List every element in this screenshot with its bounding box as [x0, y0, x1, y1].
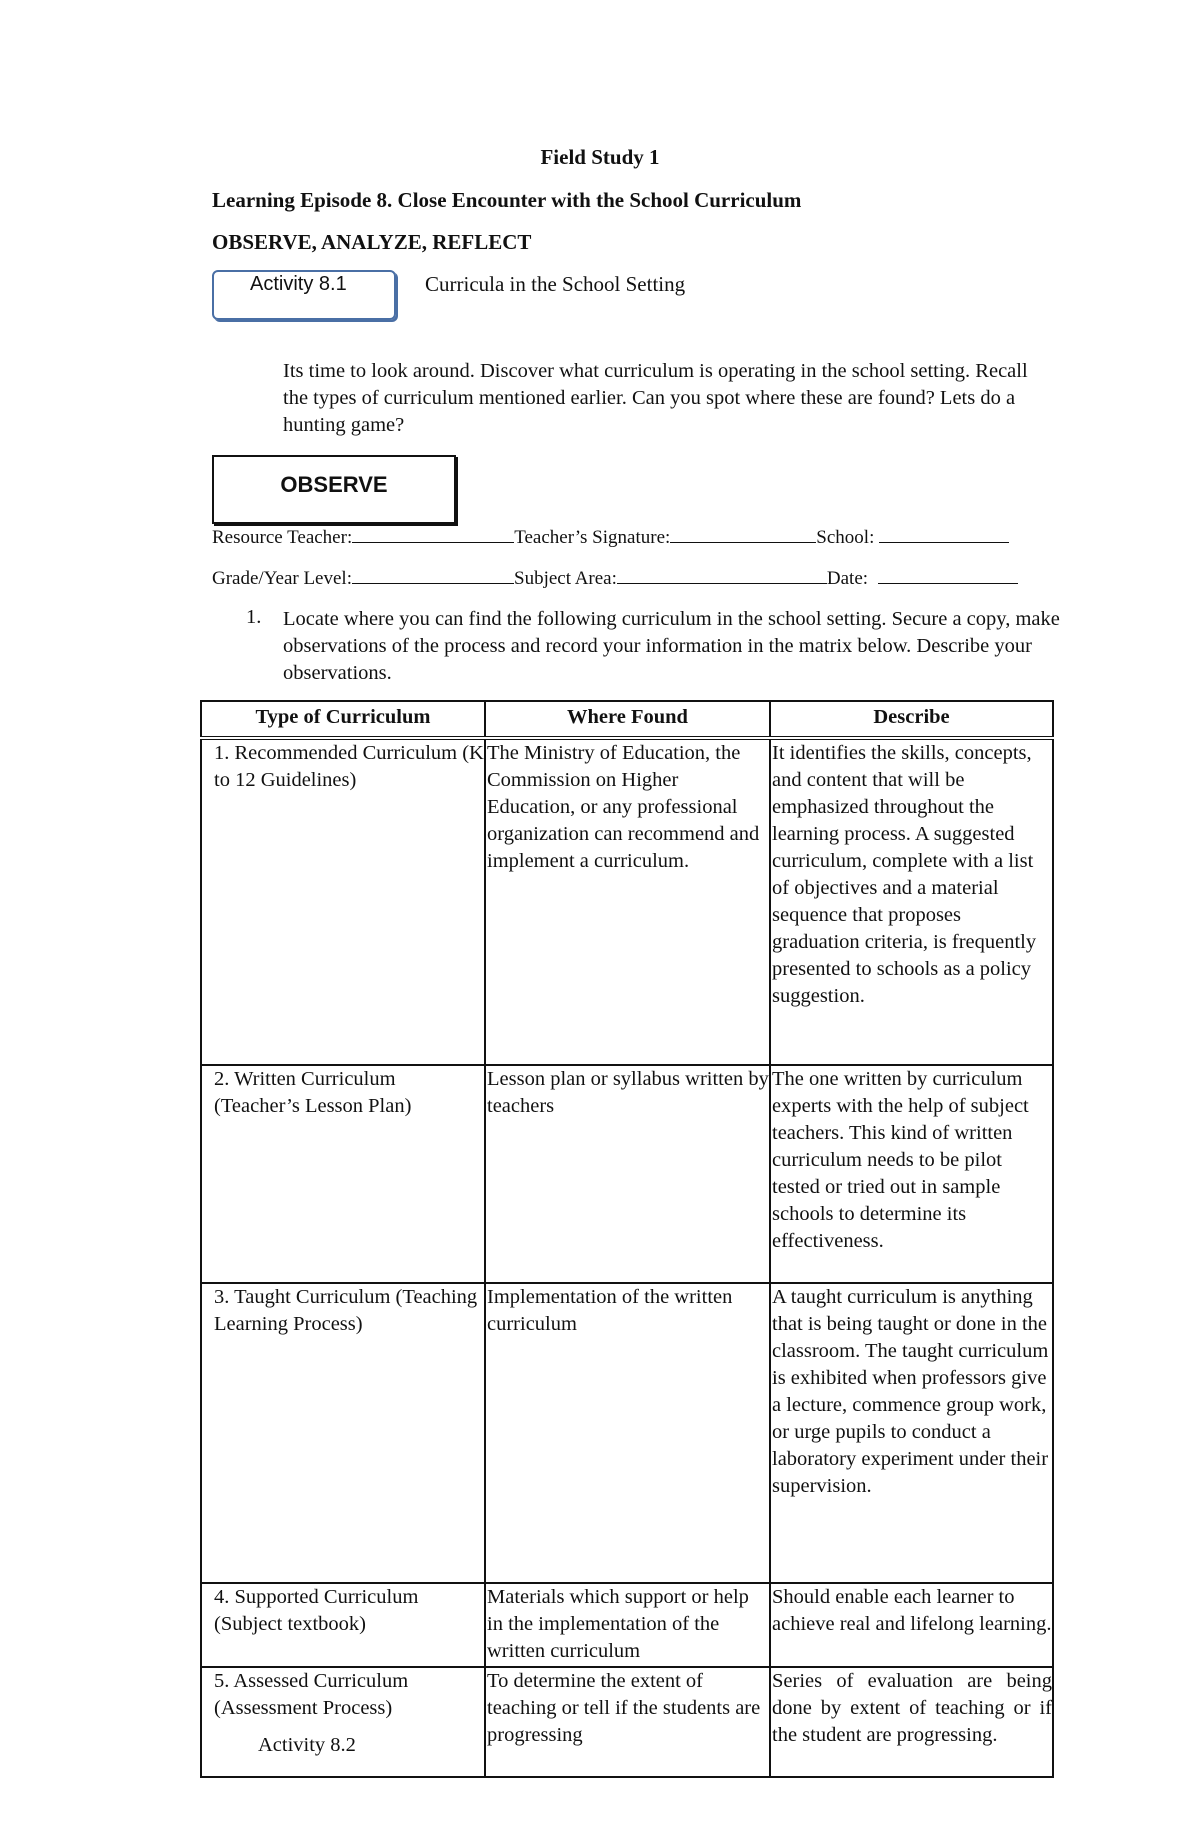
- fields-row-2: [212, 567, 1018, 590]
- table-row: [201, 1667, 1053, 1777]
- cell-type-text: 5. Assessed Curriculum (Assessment Process): [214, 1670, 409, 1719]
- item-instruction: Locate where you can find the following curriculum in the school setting. Secure a copy, make observations of the process and record your information in the matrix below. Describe your observations.: [283, 608, 1060, 684]
- cell-type: 4. Supported Curriculum (Subject textbook): [201, 1583, 485, 1667]
- table-row: [201, 1583, 1053, 1667]
- grade-field[interactable]: [352, 567, 514, 584]
- activity-title: Curricula in the School Setting: [425, 272, 686, 296]
- header-describe: Describe: [770, 701, 1053, 738]
- cell-where: Materials which support or help in the implementation of the written curriculum: [485, 1583, 770, 1667]
- curriculum-matrix: [200, 700, 1054, 1778]
- cell-where: Lesson plan or syllabus written by teachers: [485, 1065, 770, 1283]
- activity-intro: Its time to look around. Discover what curriculum is operating in the school setting. Recall the types of curriculum mentioned earlier. Can you spot where these are found? Lets do a hunting game?: [283, 360, 1028, 436]
- signature-label: Teacher’s Signature:: [514, 527, 671, 548]
- cell-type: [201, 1667, 485, 1777]
- school-label: School:: [816, 527, 875, 548]
- table-row: [201, 1283, 1053, 1583]
- date-label: Date:: [826, 568, 869, 589]
- cell-where: Implementation of the written curriculum: [485, 1283, 770, 1583]
- episode-heading: Learning Episode 8. Close Encounter with the School Curriculum: [212, 188, 802, 212]
- document-title: Field Study 1: [540, 145, 660, 169]
- table-row: [201, 738, 1053, 1065]
- cell-describe: A taught curriculum is anything that is being taught or done in the classroom. The taught curriculum is exhibited when professors give a lecture, commence group work, or urge pupils to conduct a laboratory experiment under their supervision.: [770, 1283, 1053, 1583]
- cell-describe: It identifies the skills, concepts, and content that will be emphasized throughout the learning process. A suggested curriculum, complete with a list of objectives and a material sequence that proposes graduation criteria, is frequently presented to schools as a policy suggestion.: [770, 738, 1053, 1065]
- cell-describe: The one written by curriculum experts with the help of subject teachers. This kind of written curriculum needs to be pilot tested or tried out in sample schools to determine its effectiveness.: [770, 1065, 1053, 1283]
- activity-label: Activity 8.1: [250, 273, 347, 295]
- item-number: 1.: [246, 606, 262, 628]
- cell-where: To determine the extent of teaching or tell if the students are progressing: [485, 1667, 770, 1777]
- date-field[interactable]: [878, 567, 1018, 584]
- subject-label: Subject Area:: [514, 568, 617, 589]
- fields-row-1: [212, 526, 1009, 549]
- school-field[interactable]: [879, 526, 1009, 543]
- resource-teacher-label: Resource Teacher:: [212, 527, 353, 548]
- table-row: [201, 1065, 1053, 1283]
- header-type: Type of Curriculum: [201, 701, 485, 738]
- subject-field[interactable]: [617, 567, 827, 584]
- activity-8-2-label: Activity 8.2: [258, 1734, 356, 1756]
- grade-label: Grade/Year Level:: [212, 568, 352, 589]
- cell-type: 1. Recommended Curriculum (K to 12 Guidelines): [201, 738, 485, 1065]
- header-where: Where Found: [485, 701, 770, 738]
- cell-describe: Series of evaluation are being done by extent of teaching or if the student are progressing.: [770, 1667, 1053, 1777]
- resource-teacher-field[interactable]: [352, 526, 514, 543]
- observe-label: OBSERVE: [280, 472, 388, 497]
- section-heading: OBSERVE, ANALYZE, REFLECT: [212, 230, 532, 254]
- table-header-row: [201, 701, 1053, 738]
- signature-field[interactable]: [670, 526, 816, 543]
- cell-type: 3. Taught Curriculum (Teaching Learning Process): [201, 1283, 485, 1583]
- cell-where: The Ministry of Education, the Commission on Higher Education, or any professional organization can recommend and implement a curriculum.: [485, 738, 770, 1065]
- cell-describe: Should enable each learner to achieve real and lifelong learning.: [770, 1583, 1053, 1667]
- cell-type: 2. Written Curriculum (Teacher’s Lesson Plan): [201, 1065, 485, 1283]
